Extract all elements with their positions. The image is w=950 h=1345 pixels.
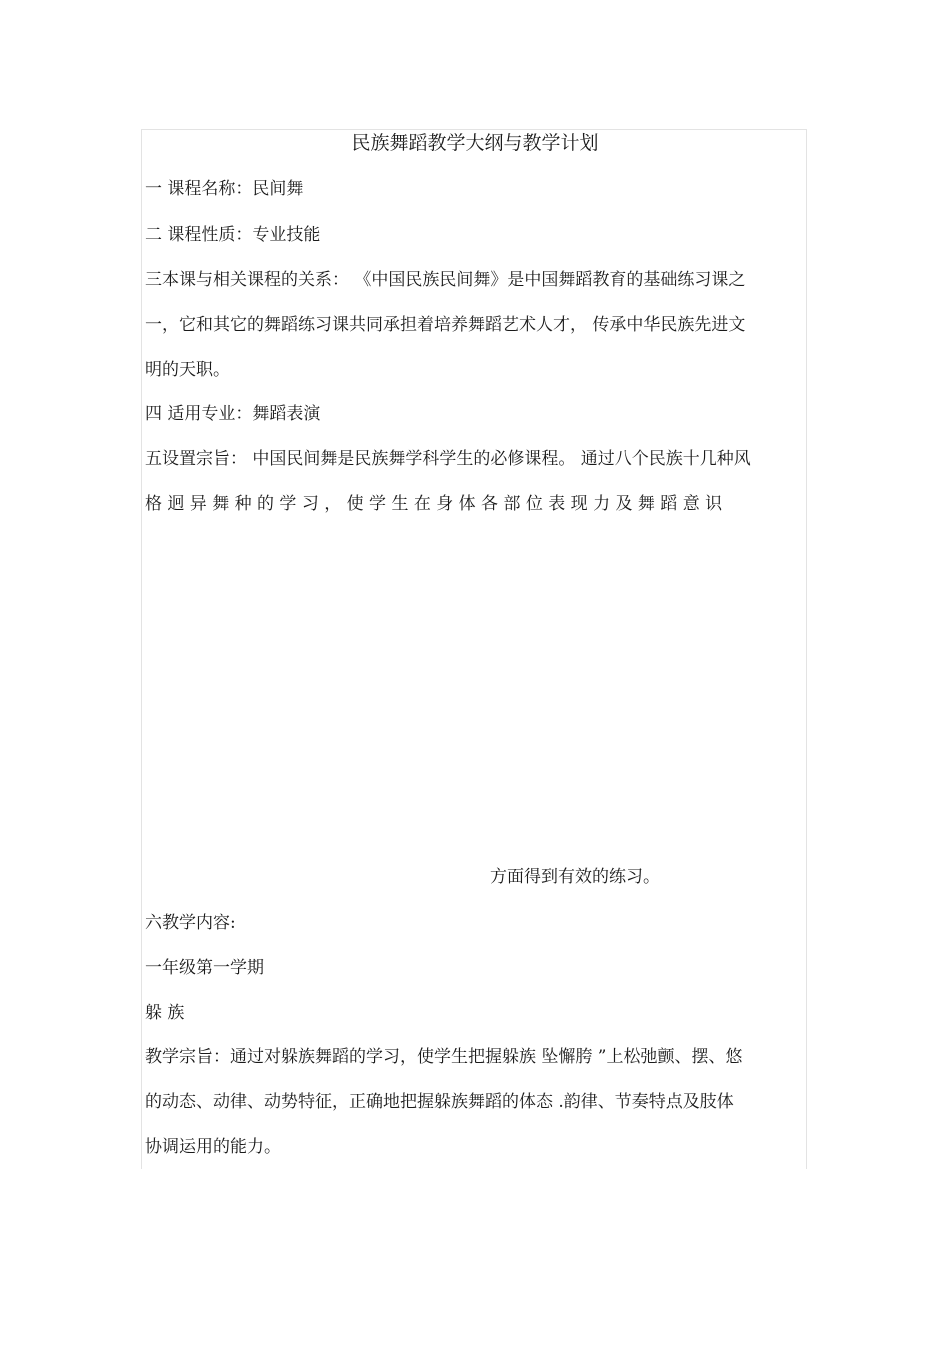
course-name-line: 一 课程名称：民间舞 — [145, 179, 304, 199]
content-heading: 六教学内容: — [145, 913, 236, 933]
relation-line-2: 一，它和其它的舞蹈练习课共同承担着培养舞蹈艺术人才， 传承中华民族先进文 — [145, 315, 746, 335]
document-title: 民族舞蹈教学大纲与教学计划 — [351, 132, 599, 154]
term-heading: 一年级第一学期 — [145, 958, 264, 978]
ethnic-heading: 躲 族 — [145, 1003, 185, 1023]
purpose-line-2: 格 迥 异 舞 种 的 学 习 ， 使 学 生 在 身 体 各 部 位 表 现 力 及 舞 蹈 意 识 — [145, 494, 723, 514]
aim-line-1: 教学宗旨：通过对躲族舞蹈的学习，使学生把握躲族 坠懈胯 ”上松弛颤、摆、悠 — [145, 1047, 743, 1067]
course-nature-line: 二 课程性质：专业技能 — [145, 225, 321, 245]
purpose-line-1: 五设置宗旨： 中国民间舞是民族舞学科学生的必修课程。 通过八个民族十几种风 — [145, 449, 751, 469]
relation-line-3: 明的天职。 — [145, 360, 230, 380]
purpose-line-3: 方面得到有效的练习。 — [490, 867, 660, 887]
relation-line-1: 三本课与相关课程的关系： 《中国民族民间舞》是中国舞蹈教育的基础练习课之 — [145, 270, 746, 290]
aim-line-3: 协调运用的能力。 — [145, 1137, 281, 1157]
major-line: 四 适用专业：舞蹈表演 — [145, 404, 321, 424]
aim-line-2: 的动态、动律、动势特征，正确地把握躲族舞蹈的体态 .韵律、节奏特点及肢体 — [145, 1092, 734, 1112]
